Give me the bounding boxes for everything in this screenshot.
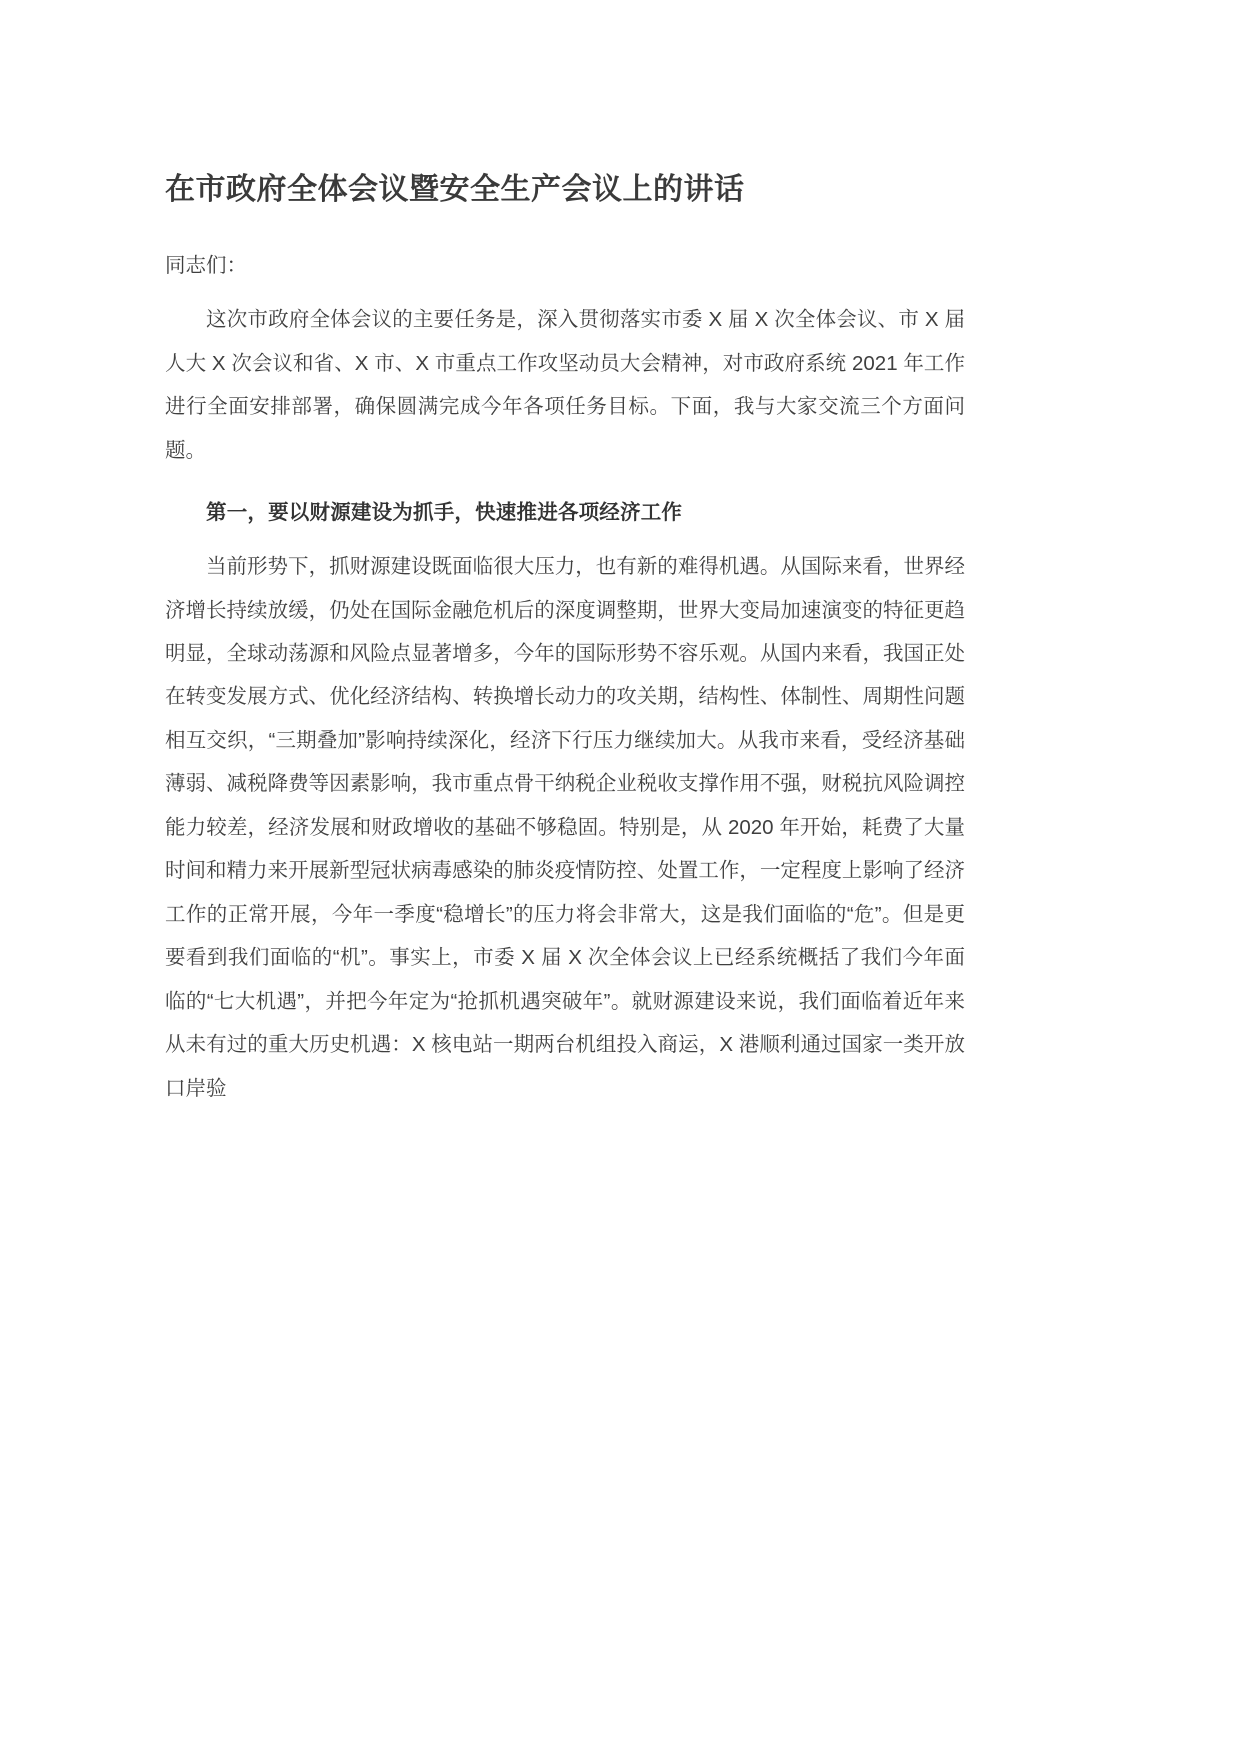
intro-paragraph: 这次市政府全体会议的主要任务是，深入贯彻落实市委 X 届 X 次全体会议、市 X 届人大 X 次会议和省、X 市、X 市重点工作攻坚动员大会精神，对市政府系统 2021 年工作进行全面安排部署，确保圆满完成今年各项任务目标。下面，我与大家交流三个方面问题。 <box>165 308 965 462</box>
document-title: 在市政府全体会议暨安全生产会议上的讲话 <box>165 173 745 206</box>
section-one-heading: 第一，要以财源建设为抓手，快速推进各项经济工作 <box>206 501 683 525</box>
section-one-body-paragraph: 当前形势下，抓财源建设既面临很大压力，也有新的难得机遇。从国际来看，世界经济增长持续放缓，仍处在国际金融危机后的深度调整期，世界大变局加速演变的特征更趋明显，全球动荡源和风险点显著增多，今年的国际形势不容乐观。从国内来看，我国正处在转变发展方式、优化经济结构、转换增长动力的攻关期，结构性、体制性、周期性问题相互交织，“三期叠加”影响持续深化，经济下行压力继续加大。从我市来看，受经济基础薄弱、减税降费等因素影响，我市重点骨干纳税企业税收支撑作用不强，财税抗风险调控能力较差，经济发展和财政增收的基础不够稳固。特别是，从 2020 年开始，耗费了大量时间和精力来开展新型冠状病毒感染的肺炎疫情防控、处置工作，一定程度上影响了经济工作的正常开展，今年一季度“稳增长”的压力将会非常大，这是我们面临的“危”。但是更要看到我们面临的“机”。事实上，市委 X 届 X 次全体会议上已经系统概括了我们今年面临的“七大机遇”，并把今年定为“抢抓机遇突破年”。就财源建设来说，我们面临着近年来从未有过的重大历史机遇：X 核电站一期两台机组投入商运，X 港顺利通过国家一类开放口岸验 <box>165 555 965 1100</box>
salutation: 同志们： <box>165 253 247 277</box>
document-content <box>165 0 965 1110</box>
